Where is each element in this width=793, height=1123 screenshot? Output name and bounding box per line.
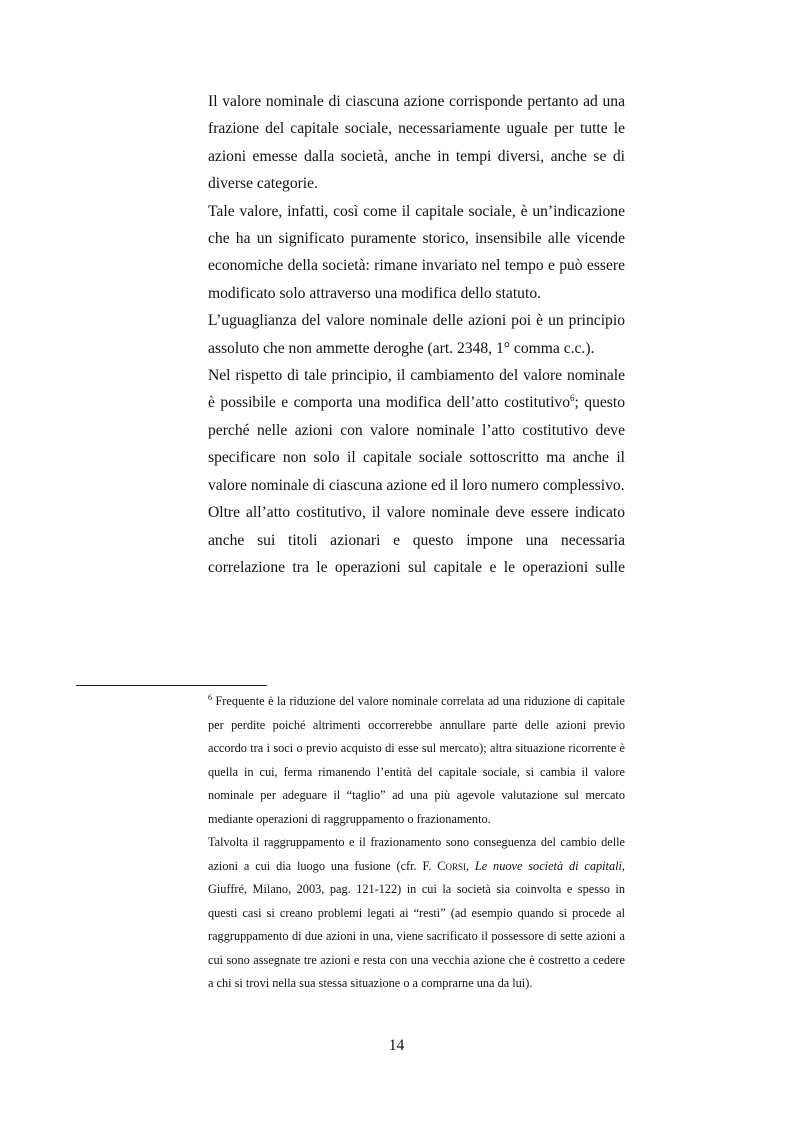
paragraph: Tale valore, infatti, così come il capitale sociale, è un’indicazione che ha un significato puramente storico, insensibile alle vicende economiche della società: rimane invariato nel tempo e può essere modificato solo attraverso una modifica dello statuto. — [208, 202, 625, 302]
paragraph: Oltre all’atto costitutivo, il valore nominale deve essere indicato anche sui titoli azionari e questo impone una necessaria correlazione tra le operazioni sul capitale e le operazioni sulle — [208, 504, 625, 576]
footnote-text: Talvolta il raggruppamento e il frazionamento sono conseguenza del cambio delle azioni a cui dia luogo una fusione (cfr. F. — [208, 835, 625, 873]
footnote-number: 6 — [208, 693, 212, 702]
footnote — [208, 690, 625, 996]
footnote-text: Giuffré, Milano, 2003, pag. 121-122) in cui la società sia coinvolta e spesso in questi casi si creano problemi legati ai “resti” (ad esempio quando si procede al raggruppamento di due azioni in una, viene sacrificato il possessore di sette azioni a cui sono assegnate tre azioni e resta con una vecchia azione che è costretto a cedere a chi si trovi nella sua stessa situazione o a comprarne una da lui). — [208, 882, 625, 990]
page-number-text: 14 — [388, 1037, 405, 1054]
footnote-paragraph — [208, 831, 625, 996]
book-title: Le nuove società di capitali, — [474, 858, 626, 873]
paragraph: L’uguaglianza del valore nominale delle azioni poi è un principio assoluto che non ammette deroghe (art. 2348, 1° comma c.c.). — [208, 312, 625, 357]
footnote-paragraph — [208, 690, 625, 831]
page-number — [0, 1037, 793, 1055]
author-name: Corsi — [437, 858, 466, 873]
footnote-separator — [76, 685, 267, 686]
paragraph — [208, 362, 625, 499]
footnote-text: , — [465, 858, 475, 873]
body-text — [208, 88, 625, 581]
footnote-reference[interactable]: 6 — [570, 393, 575, 404]
paragraph-text: Nel rispetto di tale principio, il cambiamento del valore nominale è possibile e comporta una modifica dell’atto costitutivo — [208, 367, 625, 412]
paragraph: Il valore nominale di ciascuna azione corrisponde pertanto ad una frazione del capitale sociale, necessariamente uguale per tutte le azioni emesse dalla società, anche in tempi diversi, anche se di diverse categorie. — [208, 93, 625, 193]
footnote-text: Frequente è la riduzione del valore nominale correlata ad una riduzione di capitale per perdite poiché altrimenti occorrerebbe annullare parte delle azioni previo accordo tra i soci o previo acquisto di esse sul mercato); altra situazione ricorrente è quella in cui, ferma rimanendo l’entità del capitale sociale, si cambia il valore nominale per adeguare il “taglio” ad una più agevole valutazione sul mercato mediante operazioni di raggruppamento o frazionamento. — [208, 694, 625, 826]
paragraph-text: ; questo perché nelle azioni con valore nominale l’atto costitutivo deve specificare non solo il capitale sociale sottoscritto ma anche il valore nominale di ciascuna azione ed il loro numero complessivo. — [208, 394, 626, 494]
